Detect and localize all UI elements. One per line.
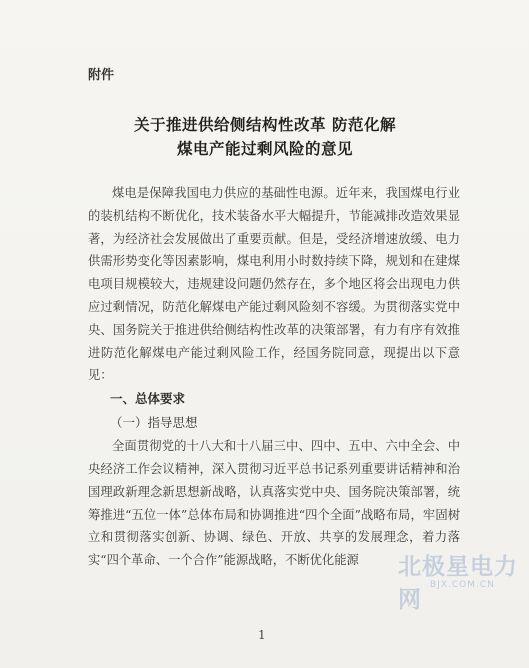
document-body [88, 182, 460, 572]
document-title-line1: 关于推进供给侧结构性改革 防范化解 [134, 116, 396, 134]
document-title-line2: 煤电产能过剩风险的意见 [176, 140, 353, 158]
page-number: 1 [258, 628, 266, 642]
subsection-heading: （一）指导思想 [110, 415, 198, 431]
intro-paragraph: 煤电是保障我国电力供应的基础性电源。近年来，我国煤电行业的装机结构不断优化，技术装备水平大幅提升，节能减排改造效果显著，为经济社会发展做出了重要贡献。但是，受经济增速放缓、电力供需形势变化等因素影响，煤电利用小时数持续下降，规划和在建煤电项目规模较大，违规建设问题仍然存在，多个地区将会出现电力供应过剩情况，防范化解煤电产能过剩风险刻不容缓。为贯彻落实党中央、国务院关于推进供给侧结构性改革的决策部署，有力有序有效推进防范化解煤电产能过剩风险工作，经国务院同意，现提出以下意见： [88, 186, 460, 383]
section-heading: 一、总体要求 [110, 391, 186, 407]
watermark-text: 北极星电力网 [398, 554, 518, 613]
body-paragraph: 全面贯彻党的十八大和十八届三中、四中、五中、六中全会、中央经济工作会议精神，深入贯彻习近平总书记系列重要讲话精神和治国理政新理念新思想新战略，认真落实党中央、国务院决策部署，统筹推进“五位一体”总体布局和协调推进“四个全面”战略布局，牢固树立和贯彻落实创新、协调、绿色、开放、共享的发展理念，着力落实“四个革命、一个合作”能源战略，不断优化能源 [88, 439, 460, 568]
attachment-label: 附件 [88, 68, 115, 83]
watermark-url: BJX.COM.CN [430, 580, 495, 590]
